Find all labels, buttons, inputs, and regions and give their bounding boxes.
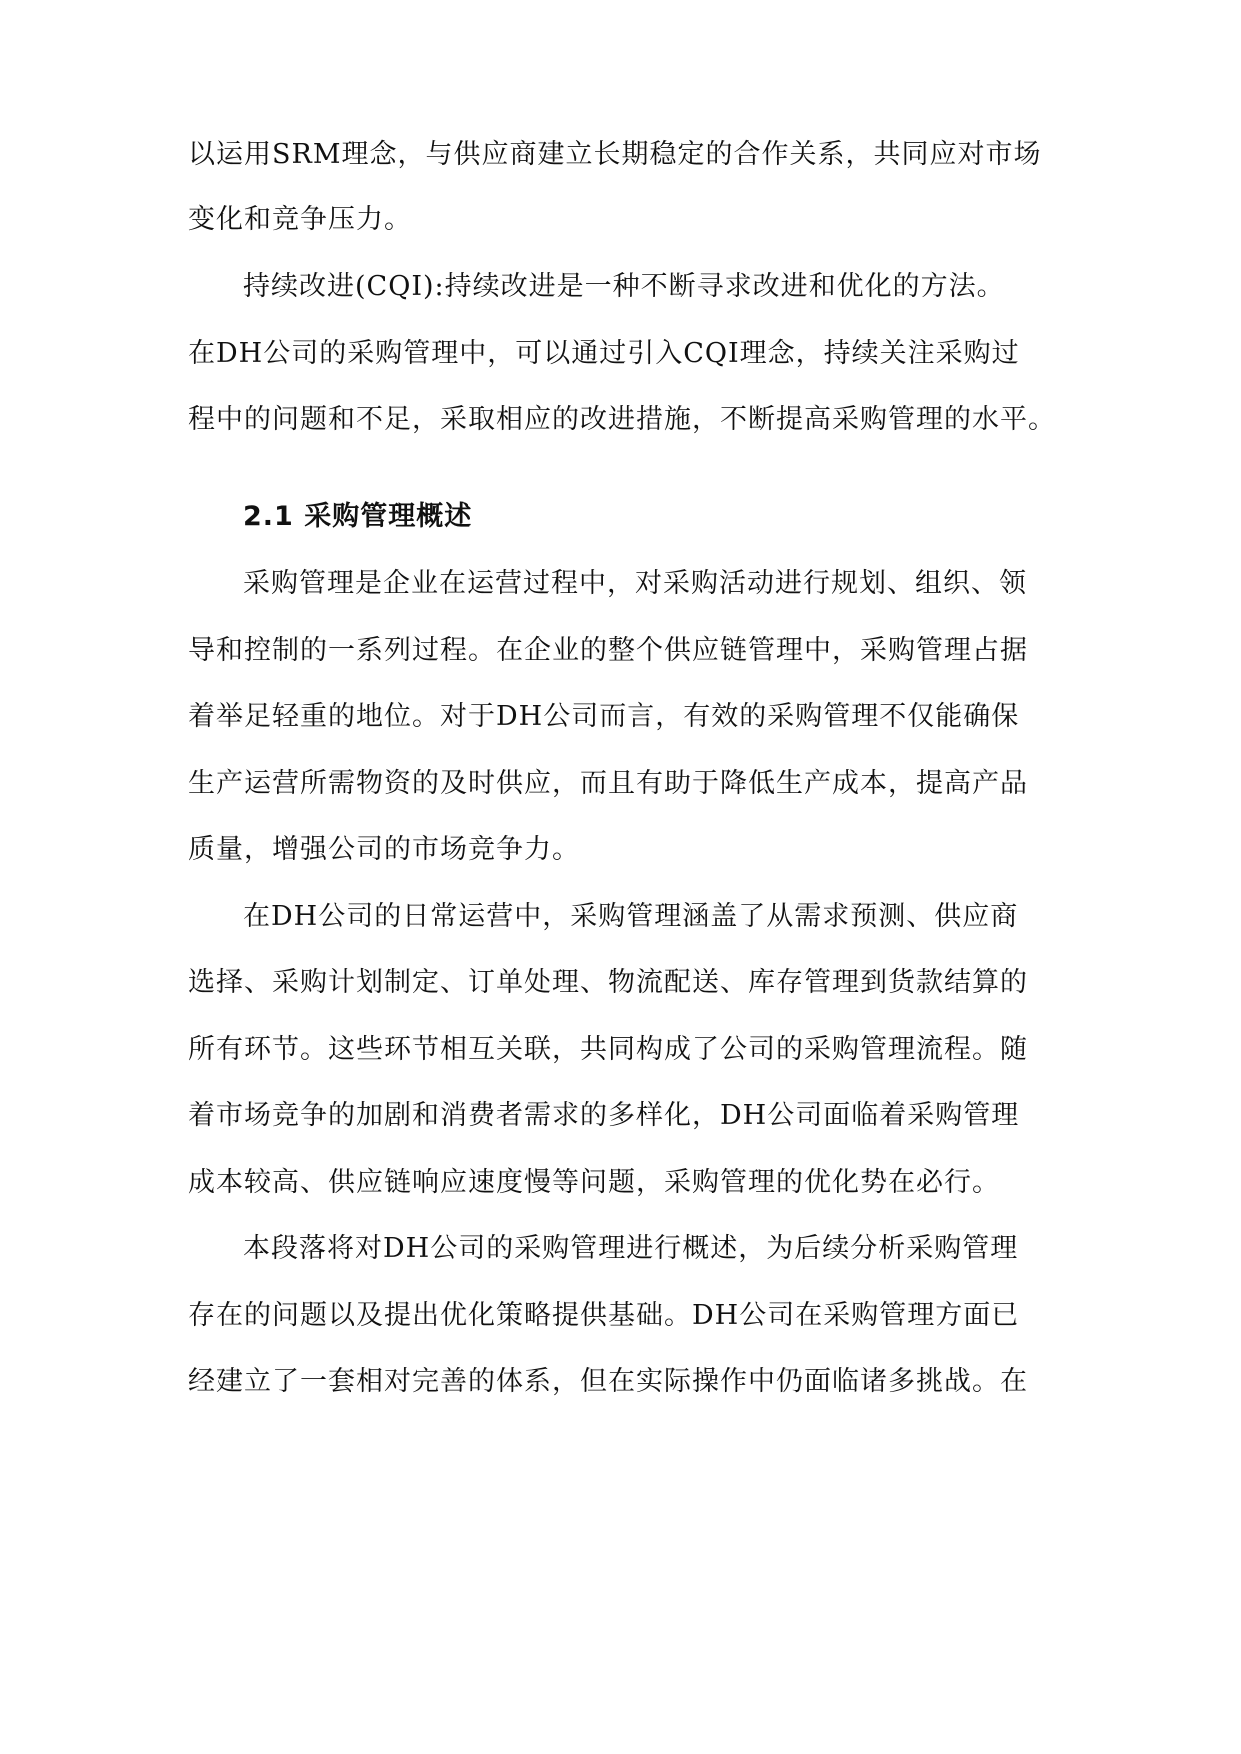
text-line: 成本较高、供应链响应速度慢等问题，采购管理的优化势在必行。	[188, 1167, 1000, 1198]
paragraph-first-line: 在DH公司的日常运营中，采购管理涵盖了从需求预测、供应商	[243, 901, 1019, 932]
paragraph-first-line: 持续改进(CQI):持续改进是一种不断寻求改进和优化的方法。	[243, 271, 1005, 302]
text-line: 着市场竞争的加剧和消费者需求的多样化，DH公司面临着采购管理	[188, 1100, 1020, 1131]
text-line: 经建立了一套相对完善的体系，但在实际操作中仍面临诸多挑战。在	[188, 1366, 1028, 1397]
text-line: 所有环节。这些环节相互关联，共同构成了公司的采购管理流程。随	[188, 1034, 1028, 1065]
text-line: 存在的问题以及提出优化策略提供基础。DH公司在采购管理方面已	[188, 1300, 1020, 1331]
text-line: 在DH公司的采购管理中，可以通过引入CQI理念，持续关注采购过	[188, 338, 1020, 369]
text-line: 导和控制的一系列过程。在企业的整个供应链管理中，采购管理占据	[188, 635, 1028, 666]
text-line: 着举足轻重的地位。对于DH公司而言，有效的采购管理不仅能确保	[188, 701, 1020, 732]
text-line: 程中的问题和不足，采取相应的改进措施，不断提高采购管理的水平。	[188, 404, 1056, 435]
text-line: 选择、采购计划制定、订单处理、物流配送、库存管理到货款结算的	[188, 967, 1028, 998]
text-line: 生产运营所需物资的及时供应，而且有助于降低生产成本，提高产品	[188, 768, 1028, 799]
paragraph-first-line: 本段落将对DH公司的采购管理进行概述，为后续分析采购管理	[243, 1233, 1019, 1264]
text-line: 变化和竞争压力。	[188, 204, 412, 235]
section-heading: 2.1 采购管理概述	[243, 501, 473, 532]
paragraph-first-line: 采购管理是企业在运营过程中，对采购活动进行规划、组织、领	[243, 568, 1027, 599]
text-line: 质量，增强公司的市场竞争力。	[188, 834, 580, 865]
text-line: 以运用SRM理念，与供应商建立长期稳定的合作关系，共同应对市场	[188, 139, 1042, 170]
